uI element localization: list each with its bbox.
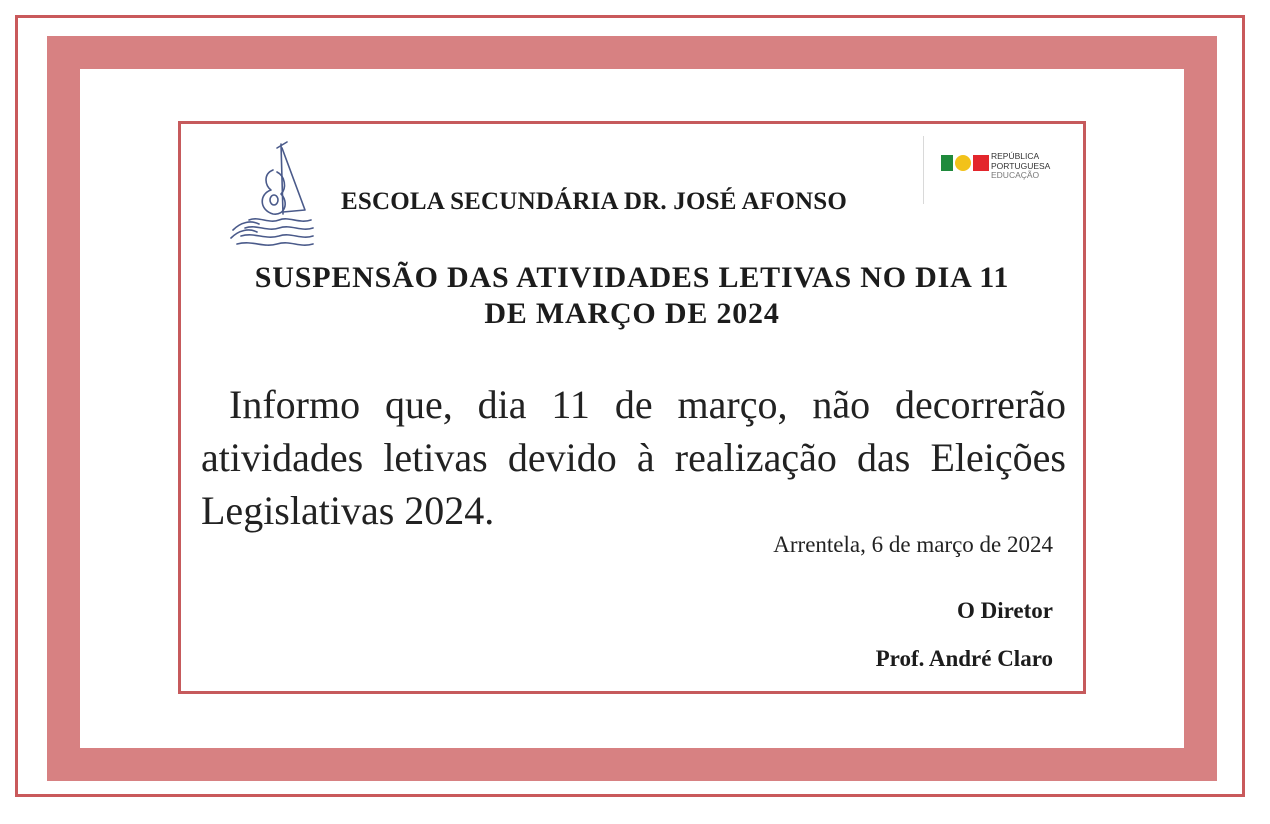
school-name: ESCOLA SECUNDÁRIA DR. JOSÉ AFONSO	[341, 188, 848, 215]
gov-line-republica: REPÚBLICA	[991, 151, 1040, 161]
portugal-flag-icon	[941, 154, 989, 172]
header-divider	[923, 136, 924, 204]
school-guitar-sail-logo-icon	[229, 140, 317, 252]
gov-line-portuguesa: PORTUGUESA	[991, 160, 1051, 171]
notice-body: Informo que, dia 11 de março, não decorrerão atividades letivas devido à realização das Eleições Legislativas 2024.	[201, 382, 1066, 533]
notice-title	[181, 260, 1083, 332]
place-date: Arrentela, 6 de março de 2024	[773, 532, 1053, 557]
government-logo-text	[991, 152, 1050, 181]
notice-title-line-2: DE MARÇO DE 2024	[484, 297, 780, 330]
gov-line-educacao: EDUCAÇÃO	[991, 170, 1040, 180]
signature-role: O Diretor	[956, 598, 1053, 623]
government-logo	[941, 152, 1061, 184]
signature-name: Prof. André Claro	[875, 646, 1053, 671]
notice-card	[178, 121, 1086, 694]
notice-title-line-1: SUSPENSÃO DAS ATIVIDADES LETIVAS NO DIA 11	[254, 261, 1010, 294]
